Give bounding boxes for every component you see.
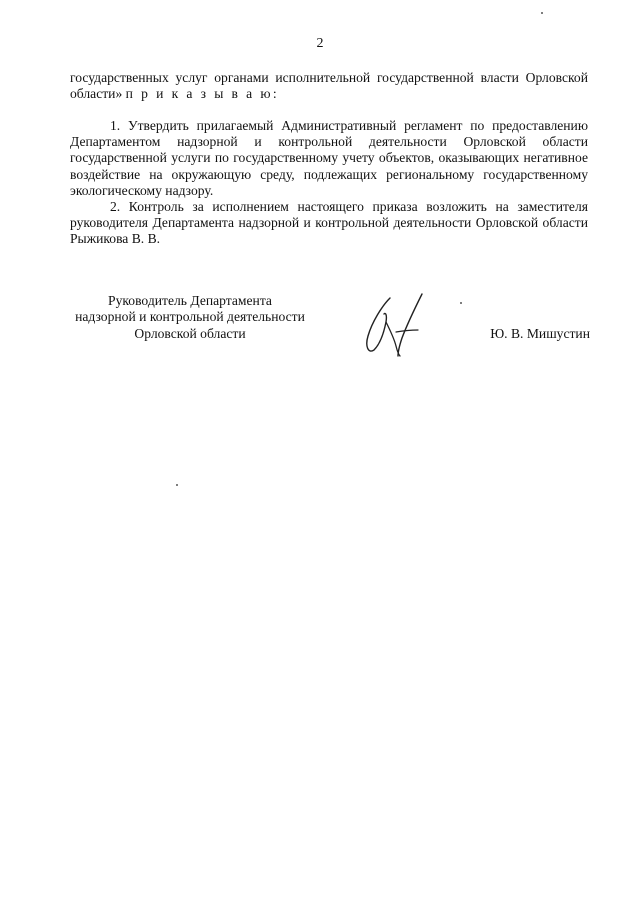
intro-paragraph <box>70 70 588 102</box>
order-item-2: 2. Контроль за исполнением настоящего приказа возложить на заместителя руководителя Департамента надзорной и контрольной деятельности Орловской области Рыжикова В. В. <box>70 199 588 247</box>
scan-speck <box>541 12 543 14</box>
signatory-position <box>60 293 320 342</box>
scan-speck <box>176 484 178 486</box>
signer-name: Ю. В. Мишустин <box>490 326 590 341</box>
scan-speck <box>460 302 462 304</box>
intro-text: государственных услуг органами исполнительной государственной власти Орловской области» <box>70 70 588 102</box>
order-item-1: 1. Утвердить прилагаемый Административный регламент по предоставлению Департаментом надзорной и контрольной деятельности Орловской области государственной услуги по государственному учету объектов, оказывающих негативное воздействие на окружающую среду, подлежащих региональному государственному экологическому надзору. <box>70 118 588 198</box>
position-line-1: Руководитель Департамента <box>108 293 272 308</box>
position-line-2: надзорной и контрольной деятельности <box>75 309 305 325</box>
position-line-3: Орловской области <box>134 325 246 341</box>
page-number: 2 <box>316 36 324 51</box>
handwritten-signature <box>360 292 430 364</box>
command-word: п р и к а з ы в а ю: <box>125 86 280 102</box>
order-items <box>70 118 588 248</box>
